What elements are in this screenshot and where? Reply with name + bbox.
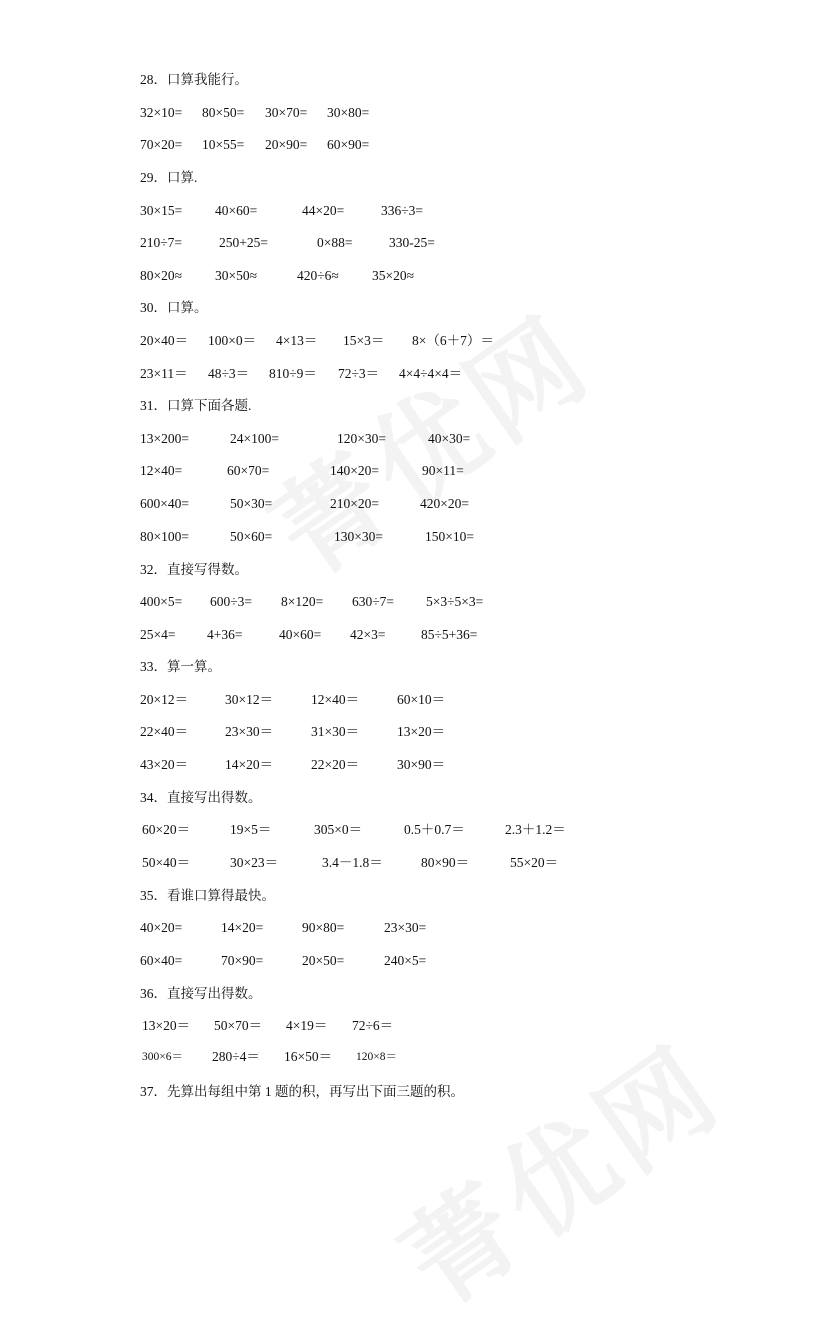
problem: 16×50＝ <box>284 1049 333 1064</box>
problem: 330-25= <box>389 235 435 250</box>
problem: 30×90＝ <box>397 757 446 772</box>
problem: 31×30＝ <box>311 724 360 739</box>
problem: 4×13＝ <box>276 333 318 348</box>
problem: 30×50≈ <box>215 268 258 283</box>
problem: 72÷6＝ <box>352 1018 394 1033</box>
problem: 140×20= <box>330 463 379 478</box>
problem: 50×30= <box>230 496 273 511</box>
problem: 30×15= <box>140 203 183 218</box>
problem: 60×10＝ <box>397 692 446 707</box>
problem: 40×20= <box>140 920 183 935</box>
problem: 240×5= <box>384 953 427 968</box>
problem: 0×88= <box>317 235 353 250</box>
problem: 600×40= <box>140 496 189 511</box>
problem: 90×11= <box>422 463 464 478</box>
problem: 3.4－1.8＝ <box>322 855 383 870</box>
problem: 30×12＝ <box>225 692 274 707</box>
problem: 8×（6＋7）＝ <box>412 333 494 348</box>
problem: 20×50= <box>302 953 345 968</box>
problem: 12×40＝ <box>311 692 360 707</box>
problem: 8×120= <box>281 594 324 609</box>
problem: 120×8＝ <box>356 1051 397 1063</box>
problem: 30×80= <box>327 105 370 120</box>
problem: 150×10= <box>425 529 474 544</box>
problem: 40×30= <box>428 431 471 446</box>
problem: 14×20＝ <box>225 757 274 772</box>
problem: 60×20＝ <box>142 822 191 837</box>
problem: 336÷3= <box>381 203 424 218</box>
problem: 70×90= <box>221 953 264 968</box>
problem: 90×80= <box>302 920 345 935</box>
problem: 24×100= <box>230 431 279 446</box>
problem: 13×20＝ <box>397 724 446 739</box>
problem: 40×60= <box>279 627 322 642</box>
problem: 22×20＝ <box>311 757 360 772</box>
problem: 43×20＝ <box>140 757 189 772</box>
problem: 23×30= <box>384 920 427 935</box>
problem: 80×50= <box>202 105 245 120</box>
problem: 70×20= <box>140 137 183 152</box>
problem: 35×20≈ <box>372 268 415 283</box>
problem: 85÷5+36= <box>421 627 478 642</box>
problem: 23×11＝ <box>140 366 188 381</box>
problem: 4×19＝ <box>286 1018 328 1033</box>
problem: 50×70＝ <box>214 1018 263 1033</box>
problem: 210×20= <box>330 496 379 511</box>
problem: 80×20≈ <box>140 268 183 283</box>
problem: 32×10= <box>140 105 183 120</box>
problem: 72÷3＝ <box>338 366 380 381</box>
problem: 20×40＝ <box>140 333 189 348</box>
problem: 44×20= <box>302 203 345 218</box>
problem: 4×4÷4×4＝ <box>399 366 463 381</box>
problem: 300×6＝ <box>142 1051 183 1063</box>
problem: 80×90＝ <box>421 855 470 870</box>
problem: 12×40= <box>140 463 183 478</box>
problem: 60×90= <box>327 137 370 152</box>
problem: 60×70= <box>227 463 270 478</box>
problem: 630÷7= <box>352 594 395 609</box>
problem: 13×20＝ <box>142 1018 191 1033</box>
problem: 810÷9＝ <box>269 366 317 381</box>
problem: 48÷3＝ <box>208 366 250 381</box>
problem: 50×60= <box>230 529 273 544</box>
problem: 2.3＋1.2＝ <box>505 822 566 837</box>
problem: 210÷7= <box>140 235 183 250</box>
problem: 130×30= <box>334 529 383 544</box>
problem: 19×5＝ <box>230 822 272 837</box>
problem: 13×200= <box>140 431 189 446</box>
problem: 420×20= <box>420 496 469 511</box>
problem: 4+36= <box>207 627 243 642</box>
problem: 22×40＝ <box>140 724 189 739</box>
problem: 250+25= <box>219 235 268 250</box>
problem: 23×30＝ <box>225 724 274 739</box>
problem: 60×40= <box>140 953 183 968</box>
problem: 42×3= <box>350 627 386 642</box>
problem: 280÷4＝ <box>212 1049 260 1064</box>
problem: 20×90= <box>265 137 308 152</box>
problem: 100×0＝ <box>208 333 257 348</box>
problem: 10×55= <box>202 137 245 152</box>
problem: 30×23＝ <box>230 855 279 870</box>
problem: 50×40＝ <box>142 855 191 870</box>
problem: 305×0＝ <box>314 822 363 837</box>
problem: 80×100= <box>140 529 189 544</box>
problem: 55×20＝ <box>510 855 559 870</box>
watermark <box>367 1003 748 1335</box>
problem: 30×70= <box>265 105 308 120</box>
problem: 5×3÷5×3= <box>426 594 484 609</box>
problem: 420÷6≈ <box>297 268 339 283</box>
problem: 40×60= <box>215 203 258 218</box>
watermark <box>237 273 618 605</box>
problem: 25×4= <box>140 627 176 642</box>
problem: 600÷3= <box>210 594 253 609</box>
problem: 20×12＝ <box>140 692 189 707</box>
problem: 120×30= <box>337 431 386 446</box>
problem: 15×3＝ <box>343 333 385 348</box>
problem: 400×5= <box>140 594 183 609</box>
problem: 0.5＋0.7＝ <box>404 822 465 837</box>
problem: 14×20= <box>221 920 264 935</box>
